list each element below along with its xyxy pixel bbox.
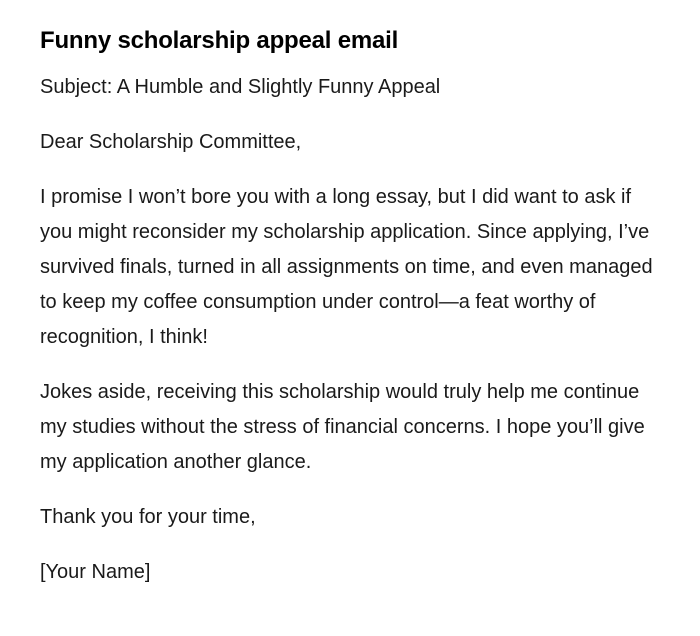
email-body-paragraph: I promise I won’t bore you with a long essay, but I did want to ask if you might reconsider my scholarship application. Since applying, I’ve survived finals, turned in all assignments on time, and even managed to keep my coffee consumption under control—a feat worthy of recognition, I think! <box>40 186 653 348</box>
email-subject: Subject: A Humble and Slightly Funny Appeal <box>40 76 441 98</box>
document-title: Funny scholarship appeal email <box>40 27 399 54</box>
email-closing: Thank you for your time, <box>40 506 256 528</box>
email-greeting: Dear Scholarship Committee, <box>40 131 302 153</box>
email-body-paragraph: Jokes aside, receiving this scholarship would truly help me continue my studies without the stress of financial concerns. I hope you’ll give my application another glance. <box>40 381 645 473</box>
email-signature: [Your Name] <box>40 561 151 583</box>
